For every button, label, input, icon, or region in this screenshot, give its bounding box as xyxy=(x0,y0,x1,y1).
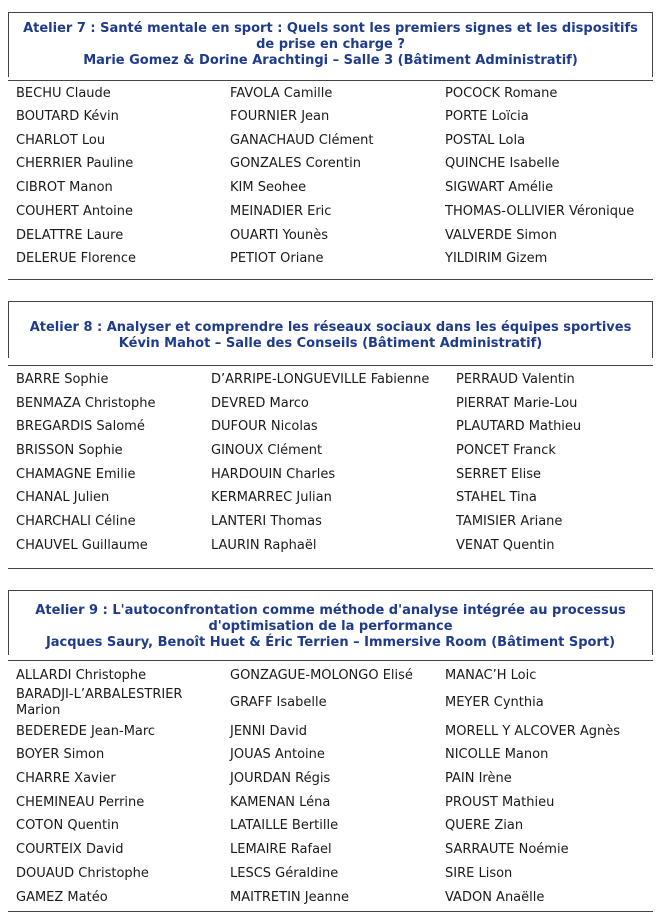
participant: KERMARREC Julian xyxy=(211,490,332,505)
participant: PONCET Franck xyxy=(456,443,556,458)
atelier-8-title-line1: Atelier 8 : Analyser et comprendre les réseaux sociaux dans les équipes sportives xyxy=(29,320,632,335)
participant: SIGWART Amélie xyxy=(445,180,554,195)
participant: PLAUTARD Mathieu xyxy=(456,419,582,434)
participant: POSTAL Lola xyxy=(445,133,526,148)
participant: DUFOUR Nicolas xyxy=(211,419,318,434)
participant: BREGARDIS Salomé xyxy=(16,419,145,434)
participant: YILDIRIM Gizem xyxy=(445,251,548,266)
participant: COUHERT Antoine xyxy=(16,204,134,219)
participant: DOUAUD Christophe xyxy=(16,866,149,881)
participant: FOURNIER Jean xyxy=(230,109,330,124)
participant: SIRE Lison xyxy=(445,866,513,881)
participant: THOMAS-OLLIVIER Véronique xyxy=(445,204,635,219)
participant: LESCS Géraldine xyxy=(230,866,339,881)
participant: TAMISIER Ariane xyxy=(456,514,563,529)
participant: PERRAUD Valentin xyxy=(456,372,575,387)
participant: POCOCK Romane xyxy=(445,86,558,101)
participant: CHANAL Julien xyxy=(16,490,110,505)
participant: LEMAIRE Rafael xyxy=(230,842,332,857)
atelier-7-section xyxy=(8,12,653,280)
participant: DEVRED Marco xyxy=(211,396,309,411)
participant: BENMAZA Christophe xyxy=(16,396,156,411)
participant: JOUAS Antoine xyxy=(230,747,325,762)
participant: CHARRE Xavier xyxy=(16,771,116,786)
participant: QUINCHE Isabelle xyxy=(445,156,560,171)
atelier-8-title-line2: Kévin Mahot – Salle des Conseils (Bâtiment Administratif) xyxy=(118,336,543,351)
atelier-9-divider xyxy=(8,660,653,661)
participant: COTON Quentin xyxy=(16,818,119,833)
participant: ALLARDI Christophe xyxy=(16,668,147,683)
participant: CHARLOT Lou xyxy=(16,133,106,148)
participant: KAMENAN Léna xyxy=(230,795,331,810)
participant: MANAC’H Loic xyxy=(445,668,537,683)
participant: PROUST Mathieu xyxy=(445,795,555,810)
participant: HARDOUIN Charles xyxy=(211,467,336,482)
participant: STAHEL Tina xyxy=(456,490,537,505)
participant: VADON Anaëlle xyxy=(445,890,545,905)
participant: BECHU Claude xyxy=(16,86,111,101)
participant: LANTERI Thomas xyxy=(211,514,322,529)
atelier-7-title-line3: Marie Gomez & Dorine Arachtingi – Salle 3 (Bâtiment Administratif) xyxy=(83,53,578,68)
participant: BARRE Sophie xyxy=(16,372,109,387)
atelier-7-bottom-rule xyxy=(8,279,653,280)
participant: VENAT Quentin xyxy=(456,538,555,553)
participant: D’ARRIPE-LONGUEVILLE Fabienne xyxy=(211,372,430,387)
participant: GONZALES Corentin xyxy=(230,156,361,171)
participant: BOUTARD Kévin xyxy=(16,109,119,124)
participant: LATAILLE Bertille xyxy=(230,818,339,833)
atelier-9-bottom-rule xyxy=(8,911,653,912)
participant: PETIOT Oriane xyxy=(230,251,324,266)
participant: MAITRETIN Jeanne xyxy=(230,890,350,905)
participant: CIBROT Manon xyxy=(16,180,113,195)
participant: PORTE Loïcia xyxy=(445,109,529,124)
participant: PIERRAT Marie-Lou xyxy=(456,396,578,411)
atelier-7-title-line1: Atelier 7 : Santé mentale en sport : Quels sont les premiers signes et les dispositifs xyxy=(23,21,638,36)
participant: BEDEREDE Jean-Marc xyxy=(16,724,156,739)
participant: MEINADIER Eric xyxy=(230,204,332,219)
participant: CHAUVEL Guillaume xyxy=(16,538,148,553)
participant: LAURIN Raphaël xyxy=(211,538,317,553)
atelier-9-title-line3: Jacques Saury, Benoît Huet & Éric Terrien – Immersive Room (Bâtiment Sport) xyxy=(45,635,616,650)
participant: NICOLLE Manon xyxy=(445,747,549,762)
participant: PAIN Irène xyxy=(445,771,512,786)
participant: OUARTI Younès xyxy=(230,228,329,243)
participant: BRISSON Sophie xyxy=(16,443,123,458)
participant: SARRAUTE Noémie xyxy=(445,842,569,857)
participant: JENNI David xyxy=(230,724,307,739)
participant: COURTEIX David xyxy=(16,842,124,857)
participant: CHARCHALI Céline xyxy=(16,514,136,529)
atelier-7-divider xyxy=(8,80,653,81)
participant: GAMEZ Matéo xyxy=(16,890,108,905)
participant: JOURDAN Régis xyxy=(230,771,331,786)
participant: CHEMINEAU Perrine xyxy=(16,795,145,810)
participant: GINOUX Clément xyxy=(211,443,323,458)
participant: MORELL Y ALCOVER Agnès xyxy=(445,724,621,739)
participant: GRAFF Isabelle xyxy=(230,695,327,710)
atelier-9-title-line1: Atelier 9 : L'autoconfrontation comme méthode d'analyse intégrée au processus xyxy=(35,603,626,618)
participant: DELERUE Florence xyxy=(16,251,137,266)
atelier-8-section xyxy=(8,301,653,571)
participant: DELATTRE Laure xyxy=(16,228,124,243)
participant: SERRET Elise xyxy=(456,467,542,482)
atelier-9-title-line2: d'optimisation de la performance xyxy=(208,619,453,634)
participant: VALVERDE Simon xyxy=(445,228,557,243)
atelier-8-bottom-rule xyxy=(8,568,653,569)
participant: QUERE Zian xyxy=(445,818,524,833)
atelier-7-title-line2: de prise en charge ? xyxy=(256,37,405,52)
participant: GONZAGUE-MOLONGO Elisé xyxy=(230,668,413,683)
participant: CHERRIER Pauline xyxy=(16,156,134,171)
participant: BARADJI-L’ARBALESTRIER Marion xyxy=(16,687,183,718)
participant: GANACHAUD Clément xyxy=(230,133,374,148)
atelier-9-section xyxy=(8,590,653,914)
participant: KIM Seohee xyxy=(230,180,307,195)
participant: CHAMAGNE Emilie xyxy=(16,467,136,482)
participant: MEYER Cynthia xyxy=(445,695,544,710)
participant: FAVOLA Camille xyxy=(230,86,333,101)
participant: BOYER Simon xyxy=(16,747,105,762)
atelier-8-divider xyxy=(8,365,653,366)
